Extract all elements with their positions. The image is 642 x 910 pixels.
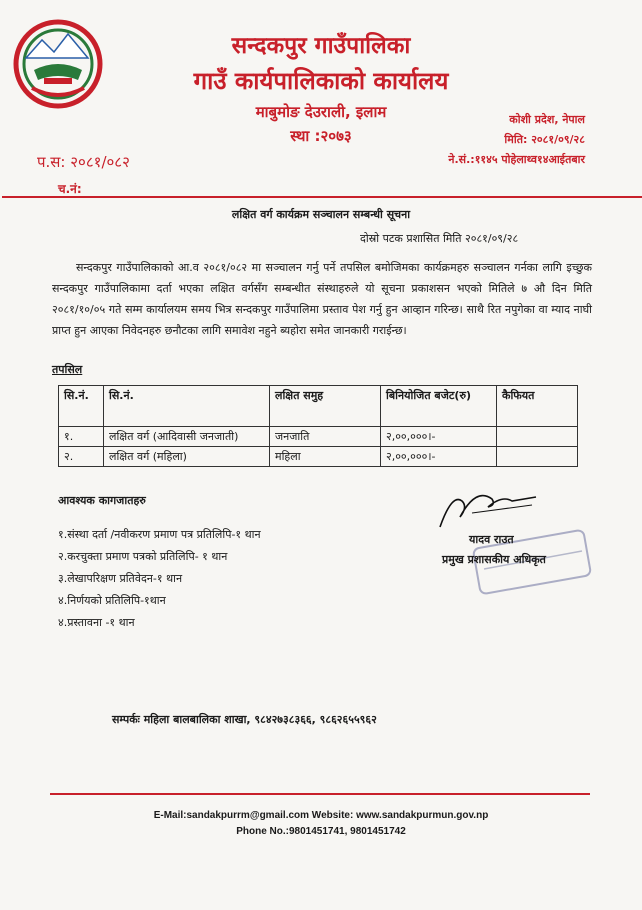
documents-heading: आवश्यक कागजातहरु [58,494,146,507]
table-cell: १. [59,427,104,447]
footer-email-website: E-Mail:sandakpurrm@gmail.com Website: www.sandakpurmun.gov.np [153,810,489,821]
office-name: गाउँ कार्यपालिकाको कार्यालय [193,67,449,95]
list-item: ४.प्रस्तावना -१ थान [58,616,135,629]
col-header: सि.नं. [104,386,270,427]
dispatch-date: ने.सं.:११४५ पोहेलाथ्व१४आईतबार [448,153,585,166]
list-item: ३.लेखापरिक्षण प्रतिवेदन-१ थान [58,572,183,585]
table-cell: २,००,०००।- [381,447,497,467]
contact-info: सम्पर्कः महिला बालबालिका शाखा, ९८४२७३८३६६, ९८६२६५५९६२ [112,713,377,726]
notice-body-text: सन्दकपुर गाउँपालिकाको आ.व २०८१/०८२ मा सञ्चालन गर्नु पर्ने तपसिल बमोजिमका कार्यक्रमहरु सञ्चालन गर्नका लागि इच्छुक सन्दकपुर गाउँपालिकामा दर्ता भएका लक्षित वर्गसँग सम्बन्धीत संस्थाहरुले यो सूचना प्रकाशसन भएको मितिले ७ औ दिन मिति २०८१/१०/०५ गते सम्म कार्यालयम समय भित्र सन्दकपुर गाउँपालिमा प्रस्ताव पेश गर्नु हुन आव्हान गरिन्छ। साथै रित नपुगेका वा म्याद नाघी प्राप्त हुन आएका निवेदनहरु छनौटका लागि समावेश नहुने ब्यहोरा समेत जानकारी गराईन्छ। [52,261,592,337]
table-cell: जनजाति [270,427,381,447]
signatory-name: यादव राउत [469,533,514,546]
table-cell: २. [59,447,104,467]
col-header: सि.नं. [59,386,104,427]
col-header: कैफियत [497,386,578,427]
footer-divider [50,793,590,795]
table-row [59,447,578,467]
signatory-title: प्रमुख प्रशासकीय अधिकृत [442,553,546,566]
table-row [59,427,578,447]
col-header: बिनियोजित बजेट(रु) [381,386,497,427]
program-table [58,385,578,467]
table-header-row [59,386,578,427]
table-cell [497,447,578,467]
list-item: ४.निर्णयको प्रतिलिपि-१थान [58,594,166,607]
established-year: स्था :२०७३ [290,127,352,145]
office-address: माबुमोङ देउराली, इलाम [255,103,387,121]
table-cell: लक्षित वर्ग (महिला) [104,447,270,467]
col-header: लक्षित समुह [270,386,381,427]
table-heading: तपसिल [52,363,83,376]
list-item: २.करचुक्ता प्रमाण पत्रको प्रतिलिपि- १ थान [58,550,228,563]
notice-body [52,257,592,341]
table-cell: महिला [270,447,381,467]
table-cell: २,००,०००।- [381,427,497,447]
table-cell: लक्षित वर्ग (आदिवासी जनजाती) [104,427,270,447]
org-name: सन्दकपुर गाउँपालिका [231,33,411,59]
list-item: १.संस्था दर्ता /नवीकरण प्रमाण पत्र प्रतिलिपि-१ थान [58,528,261,541]
notice-title: लक्षित वर्ग कार्यक्रम सञ्चालन सम्बन्धी सूचना [231,208,411,221]
province: कोशी प्रदेश, नेपाल [509,113,585,126]
table-cell [497,427,578,447]
header-divider [2,196,642,198]
footer-phone: Phone No.:9801451741, 9801451742 [236,826,406,837]
letter-number: प.स: २०८१/०८२ [37,153,130,171]
publication-date: दोस्रो पटक प्रशासित मिति २०८१/०९/२८ [360,232,519,245]
letter-date: मिति: २०८१/०९/२८ [504,133,585,146]
reference-number: च.नं: [58,182,82,196]
